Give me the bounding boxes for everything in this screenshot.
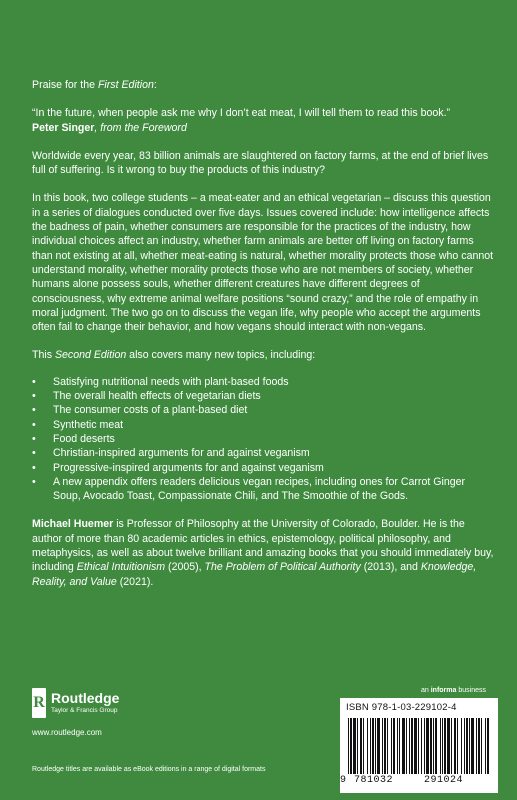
barcode-bar	[430, 718, 432, 774]
barcode-bar	[372, 718, 374, 774]
barcode-bar	[447, 718, 450, 774]
barcode-bar	[418, 718, 419, 774]
barcode-bar	[414, 718, 417, 774]
barcode-bar	[487, 718, 489, 774]
publisher-name: Routledge	[51, 690, 120, 706]
ebook-note: Routledge titles are available as eBook editions in a range of digital formats	[32, 766, 266, 773]
barcode-bar	[426, 718, 429, 774]
list-item: • Progressive-inspired arguments for and against veganism	[32, 461, 324, 474]
barcode-bar	[433, 718, 434, 774]
barcode-bar	[370, 718, 371, 774]
barcode-bar	[384, 718, 386, 774]
barcode-bar	[454, 718, 456, 774]
praise-heading: Praise for the First Edition:	[32, 79, 157, 91]
new-topics-list	[32, 375, 494, 504]
barcode-bar	[457, 718, 458, 774]
barcode-bar	[478, 718, 480, 774]
list-item: • Food deserts	[32, 432, 115, 445]
barcode-bar	[406, 718, 407, 774]
barcode-bar	[360, 718, 362, 774]
barcode-digits-left: 781032	[354, 775, 394, 786]
quote-text: “In the future, when people ask me why I don’t eat meat, I will tell them to read this book.”	[32, 107, 451, 120]
barcode-bars	[346, 718, 492, 774]
barcode-bar	[461, 718, 462, 774]
barcode-bar	[399, 718, 400, 774]
barcode-bar	[367, 718, 368, 774]
publisher-group: Taylor & Francis Group	[51, 707, 118, 714]
routledge-logo	[32, 688, 119, 718]
isbn-barcode	[340, 698, 498, 793]
isbn-label: ISBN 978-1-03-229102-4	[346, 702, 457, 713]
barcode-bar	[440, 718, 441, 774]
description-paragraph: In this book, two college students – a meat-eater and an ethical vegetarian – discuss this question in a series of dialogues conducted over five days. Issues covered include: how intelligence affects the badness of pain, whether consumers are responsible for the practices of the industry, how individual choices affect an industry, whether farm animals are better off living on factory farms than not existing at all, whether meat-eating is natural, whether morality protects those who cannot understand morality, whether morality protects those who are not members of society, whether humans alone possess souls, whether different creatures have different degrees of consciousness, why extreme animal welfare positions “sound crazy,” and the role of empathy in moral judgment. The two go on to discuss the vegan life, why people who accept the arguments often fail to change their behavior, and how vegans should interact with non-vegans.	[32, 192, 494, 334]
barcode-bar	[442, 718, 443, 774]
informa-tagline: an informa business	[421, 687, 486, 694]
barcode-bar	[466, 718, 468, 774]
second-edition-heading: This Second Edition also covers many new topics, including:	[32, 349, 316, 362]
barcode-bar	[421, 718, 422, 774]
publisher-block	[32, 688, 119, 737]
barcode-bar	[471, 718, 474, 774]
barcode-bar	[357, 718, 358, 774]
barcode-digit-first: 9	[340, 775, 347, 786]
author-bio: Michael Huemer is Professor of Philosophy at the University of Colorado, Boulder. He is the author of more than 80 academic articles in ethics, epistemology, political philosophy, and metaphysics, as well as about twelve brilliant and amazing books that you should immediately buy, including Ethical Intuitionism (2005), The Problem of Political Authority (2013), and Knowledge, Reality, and Value (2021).	[32, 518, 494, 588]
list-item: • Satisfying nutritional needs with plant-based foods	[32, 375, 289, 388]
list-item: • Synthetic meat	[32, 418, 124, 431]
endorsement-quote	[32, 106, 494, 135]
barcode-bar	[363, 718, 364, 774]
barcode-bar	[387, 718, 388, 774]
barcode-bar	[444, 718, 446, 774]
barcode-bar	[382, 718, 383, 774]
cover-text	[32, 78, 494, 589]
intro-paragraph: Worldwide every year, 83 billion animals are slaughtered on factory farms, at the end of brief lives full of suffering. Is it wrong to buy the products of this industry?	[32, 149, 489, 177]
barcode-bar	[350, 718, 352, 774]
barcode-bar	[377, 718, 380, 774]
barcode-bar	[409, 718, 410, 774]
list-item: • A new appendix offers readers delicious vegan recipes, including ones for Carrot Ginger Soup, Avocado Toast, Compassionate Chili, and The Smoothie of the Gods.	[32, 475, 466, 503]
barcode-bar	[353, 718, 356, 774]
list-item: • Christian-inspired arguments for and against veganism	[32, 447, 310, 460]
routledge-logo-icon: R	[32, 688, 46, 718]
barcode-bar	[476, 718, 477, 774]
barcode-bar	[469, 718, 470, 774]
barcode-bar	[348, 718, 349, 774]
barcode-bar	[411, 718, 413, 774]
barcode-bar	[393, 718, 395, 774]
publisher-website: www.routledge.com	[32, 728, 102, 737]
barcode-bar	[464, 718, 465, 774]
list-item: • The overall health effects of vegetarian diets	[32, 390, 261, 403]
barcode-bar	[435, 718, 437, 774]
barcode-bar	[424, 718, 425, 774]
barcode-bar	[375, 718, 376, 774]
barcode-bar	[402, 718, 405, 774]
barcode-bar	[451, 718, 452, 774]
barcode-bar	[481, 718, 482, 774]
barcode-bar	[397, 718, 398, 774]
barcode-bar	[485, 718, 486, 774]
quote-attribution: Peter Singer, from the Foreword	[32, 121, 187, 134]
barcode-bar	[391, 718, 392, 774]
list-item: • The consumer costs of a plant-based diet	[32, 404, 248, 417]
barcode-digits-right: 291024	[424, 775, 464, 786]
